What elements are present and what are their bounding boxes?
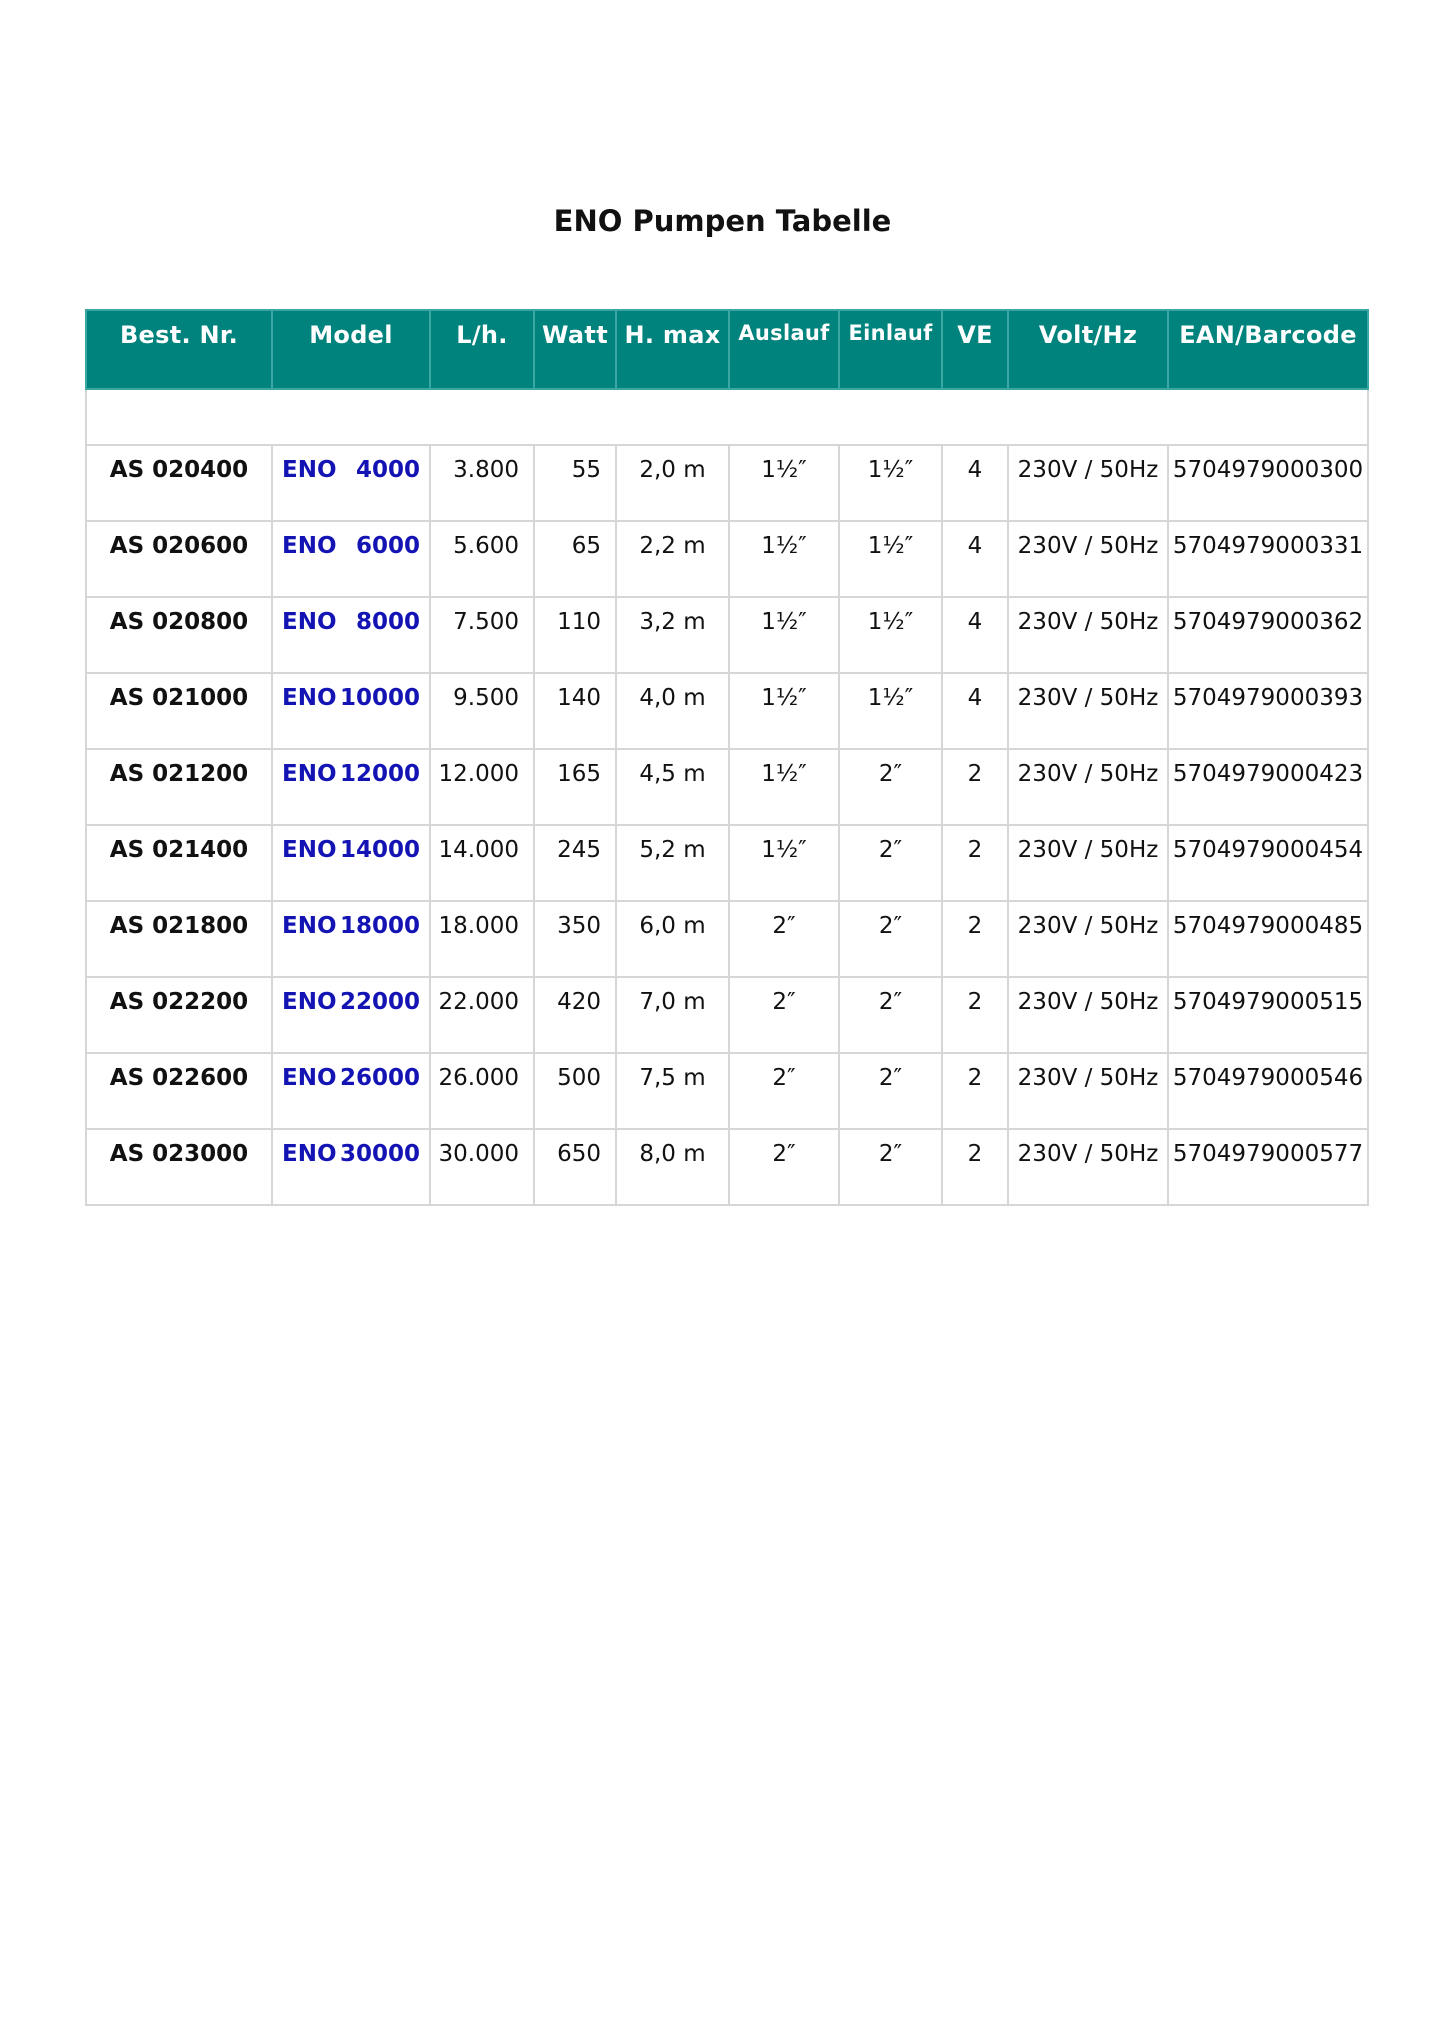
cell-voltage: 230V / 50Hz <box>1008 673 1168 749</box>
header-voltage: Volt/Hz <box>1008 310 1168 389</box>
cell-inlet: 2″ <box>839 749 942 825</box>
table-row <box>86 1053 1368 1129</box>
cell-inlet: 1½″ <box>839 673 942 749</box>
pump-table <box>85 309 1369 1206</box>
cell-model <box>272 977 430 1053</box>
cell-inlet: 2″ <box>839 901 942 977</box>
cell-head-max: 4,5 m <box>616 749 729 825</box>
cell-flow: 22.000 <box>430 977 534 1053</box>
cell-ean: 5704979000546 <box>1168 1053 1368 1129</box>
model-prefix: ENO <box>282 1141 337 1167</box>
cell-voltage: 230V / 50Hz <box>1008 825 1168 901</box>
cell-flow: 3.800 <box>430 445 534 521</box>
cell-flow: 7.500 <box>430 597 534 673</box>
cell-head-max: 3,2 m <box>616 597 729 673</box>
cell-ve: 4 <box>942 521 1008 597</box>
cell-watt: 65 <box>534 521 616 597</box>
table-row <box>86 977 1368 1053</box>
cell-watt: 420 <box>534 977 616 1053</box>
cell-flow: 9.500 <box>430 673 534 749</box>
cell-model <box>272 825 430 901</box>
model-label <box>282 685 420 711</box>
header-order-no: Best. Nr. <box>86 310 272 389</box>
table-row <box>86 673 1368 749</box>
cell-flow: 18.000 <box>430 901 534 977</box>
cell-order-no: AS 020400 <box>86 445 272 521</box>
cell-model <box>272 1053 430 1129</box>
table-spacer-cell <box>86 389 1368 445</box>
model-number: 4000 <box>355 457 420 483</box>
model-prefix: ENO <box>282 609 337 635</box>
cell-ve: 4 <box>942 597 1008 673</box>
table-row <box>86 521 1368 597</box>
model-label <box>282 609 420 635</box>
model-prefix: ENO <box>282 685 337 711</box>
table-row <box>86 445 1368 521</box>
model-prefix: ENO <box>282 913 337 939</box>
cell-inlet: 2″ <box>839 977 942 1053</box>
cell-head-max: 7,5 m <box>616 1053 729 1129</box>
cell-voltage: 230V / 50Hz <box>1008 521 1168 597</box>
cell-head-max: 4,0 m <box>616 673 729 749</box>
cell-outlet: 2″ <box>729 977 839 1053</box>
cell-ean: 5704979000393 <box>1168 673 1368 749</box>
cell-watt: 650 <box>534 1129 616 1205</box>
cell-head-max: 7,0 m <box>616 977 729 1053</box>
cell-ve: 2 <box>942 1053 1008 1129</box>
cell-watt: 350 <box>534 901 616 977</box>
cell-watt: 500 <box>534 1053 616 1129</box>
cell-model <box>272 749 430 825</box>
cell-flow: 5.600 <box>430 521 534 597</box>
model-number: 14000 <box>339 837 420 863</box>
cell-watt: 140 <box>534 673 616 749</box>
cell-order-no: AS 021200 <box>86 749 272 825</box>
model-number: 22000 <box>339 989 420 1015</box>
cell-outlet: 2″ <box>729 901 839 977</box>
cell-outlet: 1½″ <box>729 749 839 825</box>
cell-ean: 5704979000331 <box>1168 521 1368 597</box>
model-number: 26000 <box>339 1065 420 1091</box>
model-label <box>282 989 420 1015</box>
cell-outlet: 1½″ <box>729 521 839 597</box>
model-label <box>282 457 420 483</box>
cell-flow: 14.000 <box>430 825 534 901</box>
model-number: 30000 <box>339 1141 420 1167</box>
cell-ean: 5704979000300 <box>1168 445 1368 521</box>
header-model: Model <box>272 310 430 389</box>
header-inlet: Einlauf <box>839 310 942 389</box>
cell-model <box>272 673 430 749</box>
cell-order-no: AS 021800 <box>86 901 272 977</box>
cell-watt: 165 <box>534 749 616 825</box>
cell-voltage: 230V / 50Hz <box>1008 445 1168 521</box>
cell-ve: 4 <box>942 673 1008 749</box>
cell-order-no: AS 021000 <box>86 673 272 749</box>
cell-voltage: 230V / 50Hz <box>1008 1053 1168 1129</box>
cell-head-max: 5,2 m <box>616 825 729 901</box>
cell-order-no: AS 022600 <box>86 1053 272 1129</box>
cell-model <box>272 901 430 977</box>
header-ve: VE <box>942 310 1008 389</box>
table-row <box>86 749 1368 825</box>
cell-watt: 55 <box>534 445 616 521</box>
model-number: 18000 <box>339 913 420 939</box>
cell-outlet: 1½″ <box>729 673 839 749</box>
cell-ean: 5704979000515 <box>1168 977 1368 1053</box>
cell-voltage: 230V / 50Hz <box>1008 597 1168 673</box>
model-number: 8000 <box>355 609 420 635</box>
cell-ve: 2 <box>942 901 1008 977</box>
model-number: 12000 <box>339 761 420 787</box>
model-label <box>282 1065 420 1091</box>
cell-order-no: AS 020600 <box>86 521 272 597</box>
model-label <box>282 837 420 863</box>
cell-watt: 245 <box>534 825 616 901</box>
cell-ean: 5704979000485 <box>1168 901 1368 977</box>
cell-inlet: 1½″ <box>839 445 942 521</box>
model-prefix: ENO <box>282 533 337 559</box>
cell-head-max: 8,0 m <box>616 1129 729 1205</box>
cell-flow: 30.000 <box>430 1129 534 1205</box>
cell-head-max: 2,2 m <box>616 521 729 597</box>
cell-ean: 5704979000577 <box>1168 1129 1368 1205</box>
header-outlet: Auslauf <box>729 310 839 389</box>
table-row <box>86 825 1368 901</box>
header-watt: Watt <box>534 310 616 389</box>
cell-model <box>272 521 430 597</box>
model-label <box>282 1141 420 1167</box>
cell-inlet: 2″ <box>839 1129 942 1205</box>
table-row <box>86 597 1368 673</box>
cell-outlet: 1½″ <box>729 825 839 901</box>
model-prefix: ENO <box>282 837 337 863</box>
cell-inlet: 2″ <box>839 1053 942 1129</box>
model-prefix: ENO <box>282 457 337 483</box>
cell-model <box>272 1129 430 1205</box>
cell-outlet: 1½″ <box>729 597 839 673</box>
cell-model <box>272 445 430 521</box>
page-title: ENO Pumpen Tabelle <box>553 204 892 238</box>
table-row <box>86 1129 1368 1205</box>
model-number: 6000 <box>355 533 420 559</box>
cell-order-no: AS 021400 <box>86 825 272 901</box>
cell-ve: 2 <box>942 1129 1008 1205</box>
cell-order-no: AS 022200 <box>86 977 272 1053</box>
cell-outlet: 2″ <box>729 1053 839 1129</box>
header-head-max: H. max <box>616 310 729 389</box>
cell-outlet: 2″ <box>729 1129 839 1205</box>
cell-head-max: 2,0 m <box>616 445 729 521</box>
cell-flow: 26.000 <box>430 1053 534 1129</box>
header-flow: L/h. <box>430 310 534 389</box>
table-spacer-row <box>86 389 1368 445</box>
cell-voltage: 230V / 50Hz <box>1008 1129 1168 1205</box>
cell-ean: 5704979000423 <box>1168 749 1368 825</box>
cell-ve: 4 <box>942 445 1008 521</box>
cell-ve: 2 <box>942 749 1008 825</box>
model-label <box>282 761 420 787</box>
table-row <box>86 901 1368 977</box>
cell-voltage: 230V / 50Hz <box>1008 901 1168 977</box>
cell-order-no: AS 020800 <box>86 597 272 673</box>
model-label <box>282 913 420 939</box>
header-ean: EAN/Barcode <box>1168 310 1368 389</box>
cell-ve: 2 <box>942 825 1008 901</box>
model-label <box>282 533 420 559</box>
cell-voltage: 230V / 50Hz <box>1008 749 1168 825</box>
cell-model <box>272 597 430 673</box>
cell-ve: 2 <box>942 977 1008 1053</box>
cell-voltage: 230V / 50Hz <box>1008 977 1168 1053</box>
cell-inlet: 1½″ <box>839 521 942 597</box>
cell-inlet: 1½″ <box>839 597 942 673</box>
cell-order-no: AS 023000 <box>86 1129 272 1205</box>
cell-watt: 110 <box>534 597 616 673</box>
cell-ean: 5704979000454 <box>1168 825 1368 901</box>
cell-outlet: 1½″ <box>729 445 839 521</box>
cell-inlet: 2″ <box>839 825 942 901</box>
model-prefix: ENO <box>282 989 337 1015</box>
cell-flow: 12.000 <box>430 749 534 825</box>
table-header-row <box>86 310 1368 389</box>
cell-ean: 5704979000362 <box>1168 597 1368 673</box>
model-prefix: ENO <box>282 761 337 787</box>
model-prefix: ENO <box>282 1065 337 1091</box>
model-number: 10000 <box>339 685 420 711</box>
cell-head-max: 6,0 m <box>616 901 729 977</box>
